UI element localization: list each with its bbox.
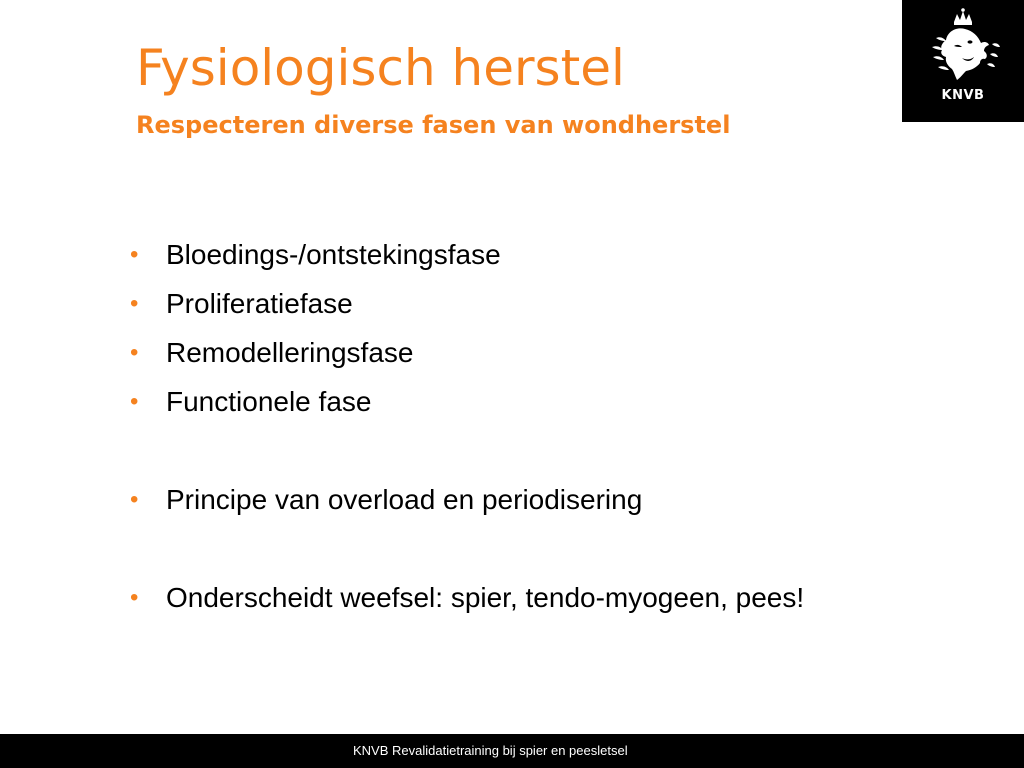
bullet-item xyxy=(130,232,804,281)
knvb-logo xyxy=(902,0,1024,122)
bullet-text: Principe van overload en periodisering xyxy=(166,484,643,515)
bullet-icon: • xyxy=(130,339,139,366)
bullet-icon: • xyxy=(130,388,139,415)
bullet-item xyxy=(130,575,804,624)
bullet-text: Remodelleringsfase xyxy=(166,337,414,368)
bullet-item xyxy=(130,379,804,428)
footer-bar xyxy=(0,734,1024,768)
slide-title: Fysiologisch herstel xyxy=(136,39,625,97)
bullet-text: Onderscheidt weefsel: spier, tendo-myogeen, pees! xyxy=(166,582,805,613)
slide-subtitle: Respecteren diverse fasen van wondherstel xyxy=(136,111,731,139)
bullet-icon: • xyxy=(130,241,139,268)
lion-crown-icon xyxy=(902,0,1024,122)
bullet-item xyxy=(130,477,804,526)
bullet-text: Proliferatiefase xyxy=(166,288,353,319)
bullet-item xyxy=(130,330,804,379)
footer-text: KNVB Revalidatietraining bij spier en peesletsel xyxy=(353,743,628,758)
bullet-item xyxy=(130,281,804,330)
bullet-icon: • xyxy=(130,486,139,513)
bullet-icon: • xyxy=(130,290,139,317)
logo-text: KNVB xyxy=(941,88,985,103)
bullet-text: Functionele fase xyxy=(166,386,372,417)
bullet-text: Bloedings-/ontstekingsfase xyxy=(166,239,501,270)
bullet-icon: • xyxy=(130,584,139,611)
bullet-list xyxy=(130,232,804,624)
